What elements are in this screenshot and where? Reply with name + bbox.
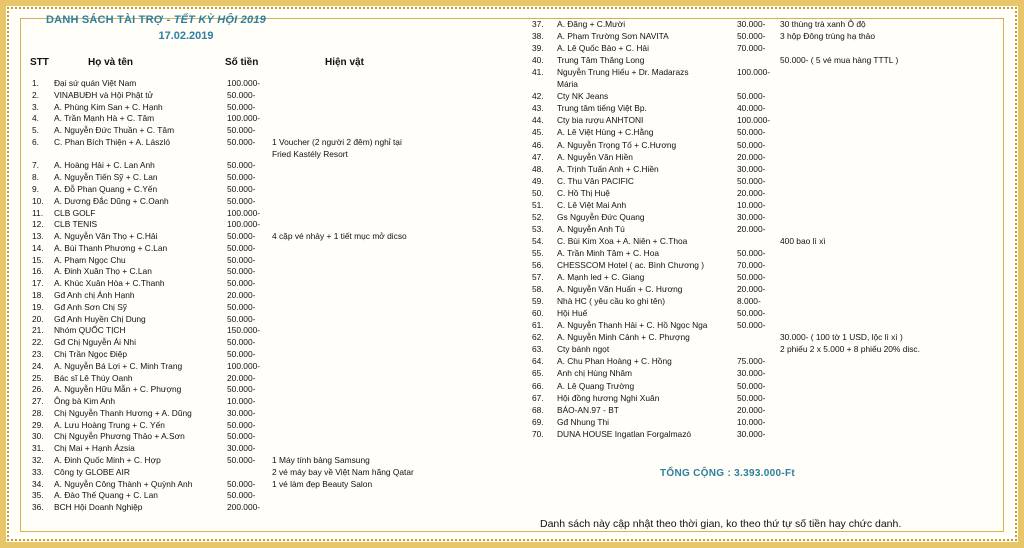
cell-stt: 66. (532, 380, 544, 391)
cell-stt: 9. (32, 184, 39, 195)
cell-amount: 50.000- (737, 392, 766, 403)
cell-stt: 6. (32, 136, 39, 147)
cell-name: A. Mạnh led + C. Giang (557, 272, 645, 283)
cell-name: Trung tâm tiếng Việt Bp. (557, 103, 647, 114)
cell-stt: 46. (532, 139, 544, 150)
cell-stt: 40. (532, 55, 544, 66)
cell-gift: 3 hộp Đông trùng hạ thảo (780, 31, 875, 42)
cell-name: A. Khúc Xuân Hòa + C.Thanh (54, 278, 165, 289)
cell-name: Đại sứ quán Việt Nam (54, 78, 137, 88)
cell-amount: 70.000- (737, 43, 766, 54)
cell-amount: 50.000- (227, 89, 256, 100)
cell-name: CHESSCOM Hotel ( ac. Bình Chương ) (557, 260, 705, 270)
cell-stt: 30. (32, 431, 44, 442)
cell-amount: 50.000- (227, 301, 256, 312)
cell-stt: 18. (32, 290, 44, 301)
cell-stt: 49. (532, 175, 544, 186)
cell-name: A. Nguyễn Anh Tú (557, 223, 625, 234)
cell-stt: 43. (532, 103, 544, 114)
cell-name: Gđ Anh Sơn Chị Sỹ (54, 301, 127, 312)
cell-stt: 44. (532, 115, 544, 126)
cell-gift: 1 vé làm đẹp Beauty Salon (272, 478, 373, 489)
cell-amount: 20.000- (737, 284, 766, 295)
cell-name: A. Phùng Kim San + C. Hạnh (54, 101, 163, 112)
title-main: DANH SÁCH TÀI TRỢ (46, 14, 164, 26)
cell-stt: 67. (532, 392, 544, 403)
cell-amount: 50.000- (737, 91, 766, 102)
cell-stt: 32. (32, 454, 44, 465)
cell-amount: 50.000- (227, 348, 256, 359)
cell-name: A. Nguyễn Minh Cảnh + C. Phượng (557, 332, 690, 343)
cell-name: A. Đỗ Phan Quang + C.Yến (54, 184, 158, 195)
cell-stt: 55. (532, 247, 544, 258)
cell-amount: 50.000- (737, 175, 766, 186)
cell-amount: 100.000- (227, 207, 261, 218)
cell-name: Chị Mai + Hạnh Ázsia (54, 443, 135, 454)
cell-amount: 50.000- (227, 195, 256, 206)
cell-stt: 70. (532, 428, 544, 439)
cell-amount: 50.000- (227, 160, 256, 171)
cell-name: Hội đồng hương Nghi Xuân (557, 392, 660, 403)
cell-amount: 50.000- (737, 308, 766, 319)
cell-stt: 60. (532, 308, 544, 319)
cell-amount: 30.000- (227, 443, 256, 454)
cell-amount: 50.000- (737, 247, 766, 258)
cell-amount: 50.000- (227, 172, 256, 183)
cell-stt: 17. (32, 278, 44, 289)
cell-stt: 4. (32, 113, 39, 124)
cell-amount: 30.000- (737, 368, 766, 379)
cell-gift: 2 vé máy bay về Việt Nam hãng Qatar (272, 466, 414, 477)
cell-name: A. Nguyễn Văn Huấn + C. Hương (557, 284, 683, 295)
document-title (36, 14, 276, 26)
cell-name: A. Trần Mạnh Hà + C. Tâm (54, 113, 155, 124)
cell-stt: 68. (532, 404, 544, 415)
cell-stt: 26. (32, 384, 44, 395)
cell-stt: 23. (32, 348, 44, 359)
cell-stt: 54. (532, 235, 544, 246)
total-amount: TỔNG CỘNG : 3.393.000-Ft (660, 468, 796, 479)
cell-stt: 29. (32, 419, 44, 430)
cell-name: A. Đào Thế Quang + C. Lan (54, 490, 158, 501)
cell-stt: 51. (532, 199, 544, 210)
cell-amount: 50.000- (227, 384, 256, 395)
cell-stt: 64. (532, 356, 544, 367)
cell-name: A. Dương Đắc Dũng + C.Oanh (54, 195, 169, 206)
cell-amount: 50.000- (737, 272, 766, 283)
cell-amount: 50.000- (227, 431, 256, 442)
cell-amount: 50.000- (227, 313, 256, 324)
cell-amount: 50.000- (227, 101, 256, 112)
cell-gift: 2 phiếu 2 x 5.000 + 8 phiếu 20% disc. (780, 344, 920, 355)
cell-name: C. Thu Vân PACIFIC (557, 175, 634, 186)
cell-name: Mária (557, 79, 578, 90)
cell-amount: 50.000- (227, 266, 256, 277)
cell-amount: 100.000- (737, 67, 771, 78)
cell-name: A. Lê Quang Trường (557, 380, 635, 391)
cell-stt: 56. (532, 260, 544, 270)
cell-gift: 30.000- ( 100 tờ 1 USD, lộc lì xì ) (780, 332, 903, 343)
inner-border (20, 18, 1004, 532)
cell-amount: 100.000- (737, 115, 771, 126)
cell-stt: 59. (532, 296, 544, 307)
cell-name: Chị Nguyễn Phương Thảo + A.Sơn (54, 431, 185, 442)
cell-name: BCH Hội Doanh Nghiệp (54, 502, 143, 513)
cell-amount: 50.000- (227, 231, 256, 242)
cell-name: Cty bánh ngọt (557, 344, 610, 355)
cell-amount: 20.000- (737, 187, 766, 198)
cell-name: A. Trịnh Tuấn Anh + C.Hiền (557, 163, 659, 174)
cell-stt: 38. (532, 31, 544, 42)
cell-stt: 24. (32, 360, 44, 371)
cell-stt: 22. (32, 337, 44, 348)
cell-name: A. Bùi Thanh Phương + C.Lan (54, 242, 168, 253)
column-header-gift: Hiện vật (325, 57, 364, 68)
cell-gift: 1 Voucher (2 người 2 đêm) nghỉ tại (272, 136, 402, 147)
cell-name: A. Đăng + C.Mười (557, 19, 626, 29)
cell-stt: 34. (32, 478, 44, 489)
cell-stt: 28. (32, 407, 44, 418)
cell-amount: 70.000- (737, 260, 766, 270)
cell-name: C. Lê Việt Mai Anh (557, 199, 627, 210)
cell-stt: 45. (532, 127, 544, 138)
cell-name: Bác sĩ Lê Thúy Oanh (54, 372, 133, 383)
cell-amount: 75.000- (737, 356, 766, 367)
cell-amount: 10.000- (737, 199, 766, 210)
footer-note: Danh sách này cập nhật theo thời gian, ko theo thứ tự số tiền hay chức danh. (540, 518, 902, 530)
cell-stt: 42. (532, 91, 544, 102)
cell-stt: 14. (32, 242, 44, 253)
cell-gift: 4 cặp vé nhảy + 1 tiết mục mở dicso (272, 231, 407, 242)
cell-stt: 47. (532, 151, 544, 162)
title-sub: TẾT KỲ HỘI 2019 (173, 14, 266, 26)
cell-name: Hội Huế (557, 308, 588, 319)
cell-stt: 69. (532, 416, 544, 427)
cell-gift: Fried Kastély Resort (272, 148, 348, 159)
cell-stt: 35. (32, 490, 44, 501)
cell-name: A. Đinh Xuân Thọ + C.Lan (54, 266, 152, 277)
cell-name: Gđ Anh chị Ánh Hạnh (54, 290, 135, 301)
cell-stt: 31. (32, 443, 44, 454)
cell-name: Cty NK Jeans (557, 91, 609, 102)
cell-stt: 57. (532, 272, 544, 283)
cell-name: CLB GOLF (54, 207, 96, 218)
cell-stt: 5. (32, 125, 39, 136)
cell-stt: 63. (532, 344, 544, 355)
cell-name: A. Nguyễn Văn Hiền (557, 151, 633, 162)
cell-amount: 50.000- (227, 337, 256, 348)
cell-stt: 21. (32, 325, 44, 336)
cell-name: Gđ Chị Nguyễn Ái Nhi (54, 337, 136, 348)
cell-name: A. Nguyễn Trọng Tố + C.Hương (557, 139, 677, 150)
cell-stt: 15. (32, 254, 44, 265)
column-header-amount: Số tiền (225, 57, 259, 68)
cell-name: Nguyễn Trung Hiếu + Dr. Madarazs (557, 67, 689, 78)
cell-amount: 50.000- (227, 490, 256, 501)
cell-name: Nhà HC ( yêu cầu ko ghi tên) (557, 296, 665, 307)
cell-stt: 19. (32, 301, 44, 312)
cell-name: Nhóm QUỐC TỊCH (54, 325, 126, 336)
cell-stt: 25. (32, 372, 44, 383)
cell-name: Công ty GLOBE AIR (54, 466, 130, 477)
column-header-stt: STT (30, 57, 49, 68)
cell-name: A. Nguyễn Văn Thọ + C.Hải (54, 231, 158, 242)
cell-stt: 3. (32, 101, 39, 112)
cell-amount: 30.000- (737, 19, 766, 29)
cell-stt: 8. (32, 172, 39, 183)
cell-stt: 2. (32, 89, 39, 100)
cell-name: Gđ Anh Huyền Chị Dung (54, 313, 146, 324)
cell-name: Chị Trần Ngọc Điệp (54, 348, 128, 359)
cell-name: VINABUĐH và Hội Phật tử (54, 89, 154, 100)
cell-stt: 37. (532, 19, 544, 29)
cell-amount: 50.000- (737, 380, 766, 391)
cell-name: A. Phạm Trường Sơn NAVITA (557, 31, 669, 42)
cell-name: A. Nguyễn Đức Thuần + C. Tâm (54, 125, 175, 136)
cell-amount: 20.000- (737, 404, 766, 415)
cell-stt: 27. (32, 396, 44, 407)
column-header-name: Họ và tên (88, 57, 134, 68)
cell-amount: 10.000- (227, 396, 256, 407)
cell-amount: 30.000- (737, 428, 766, 439)
cell-amount: 100.000- (227, 360, 261, 371)
cell-name: Trung Tâm Thăng Long (557, 55, 645, 66)
cell-amount: 10.000- (737, 416, 766, 427)
cell-name: A. Đinh Quốc Minh + C. Hợp (54, 454, 161, 465)
cell-stt: 48. (532, 163, 544, 174)
cell-stt: 52. (532, 211, 544, 222)
cell-stt: 1. (32, 78, 39, 88)
cell-stt: 41. (532, 67, 544, 78)
cell-amount: 20.000- (737, 151, 766, 162)
cell-stt: 12. (32, 219, 44, 230)
cell-amount: 8.000- (737, 296, 761, 307)
cell-name: A. Chu Phan Hoàng + C. Hồng (557, 356, 672, 367)
cell-name: A. Nguyễn Bá Lợi + C. Minh Trang (54, 360, 183, 371)
cell-gift: 30 thùng trà xanh Ô độ (780, 19, 866, 29)
cell-amount: 150.000- (227, 325, 261, 336)
cell-stt: 58. (532, 284, 544, 295)
cell-name: Anh chị Hùng Nhâm (557, 368, 632, 379)
cell-name: A. Hoàng Hải + C. Lan Anh (54, 160, 155, 171)
cell-amount: 20.000- (227, 290, 256, 301)
cell-amount: 100.000- (227, 78, 261, 88)
cell-name: BÁO-AN.97 - BT (557, 404, 619, 415)
cell-stt: 61. (532, 320, 544, 331)
cell-stt: 50. (532, 187, 544, 198)
cell-stt: 20. (32, 313, 44, 324)
cell-stt: 36. (32, 502, 44, 513)
cell-amount: 50.000- (227, 136, 256, 147)
cell-name: A. Nguyễn Tiến Sỹ + C. Lan (54, 172, 158, 183)
cell-stt: 10. (32, 195, 44, 206)
cell-amount: 50.000- (227, 454, 256, 465)
title-separator: - (163, 14, 174, 26)
cell-stt: 16. (32, 266, 44, 277)
cell-name: DUNA HOUSE Ingatlan Forgalmazó (557, 428, 692, 439)
cell-amount: 50.000- (227, 254, 256, 265)
cell-amount: 50.000- (737, 320, 766, 331)
cell-amount: 50.000- (737, 127, 766, 138)
cell-amount: 20.000- (227, 372, 256, 383)
cell-stt: 53. (532, 223, 544, 234)
cell-name: A. Lưu Hoàng Trung + C. Yến (54, 419, 165, 430)
cell-amount: 50.000- (737, 139, 766, 150)
cell-stt: 65. (532, 368, 544, 379)
cell-name: A. Trần Minh Tâm + C. Hoa (557, 247, 660, 258)
cell-name: C. Bùi Kim Xoa + A. Niên + C.Thoa (557, 235, 688, 246)
cell-amount: 200.000- (227, 502, 261, 513)
cell-stt: 39. (532, 43, 544, 54)
cell-name: Chị Nguyễn Thanh Hương + A. Dũng (54, 407, 192, 418)
cell-name: Ông bà Kim Anh (54, 396, 115, 407)
cell-amount: 20.000- (737, 223, 766, 234)
cell-amount: 30.000- (227, 407, 256, 418)
cell-gift: 400 bao lì xì (780, 235, 826, 246)
cell-name: A. Phạm Ngọc Chu (54, 254, 126, 265)
cell-stt: 62. (532, 332, 544, 343)
cell-gift: 1 Máy tính bảng Samsung (272, 454, 370, 465)
cell-amount: 50.000- (227, 478, 256, 489)
cell-amount: 100.000- (227, 219, 261, 230)
cell-amount: 50.000- (737, 31, 766, 42)
cell-amount: 50.000- (227, 419, 256, 430)
cell-stt: 7. (32, 160, 39, 171)
cell-name: Cty bia rượu ANHTONI (557, 115, 644, 126)
cell-gift: 50.000- ( 5 vé mua hàng TTTL ) (780, 55, 899, 66)
cell-amount: 40.000- (737, 103, 766, 114)
cell-amount: 30.000- (737, 211, 766, 222)
cell-name: A. Nguyễn Công Thành + Quỳnh Anh (54, 478, 193, 489)
cell-name: CLB TENIS (54, 219, 98, 230)
cell-stt: 33. (32, 466, 44, 477)
cell-name: A. Nguyễn Thanh Hải + C. Hồ Ngọc Nga (557, 320, 708, 331)
cell-stt: 13. (32, 231, 44, 242)
cell-amount: 100.000- (227, 113, 261, 124)
document-date: 17.02.2019 (158, 30, 214, 42)
cell-amount: 50.000- (227, 125, 256, 136)
cell-amount: 50.000- (227, 184, 256, 195)
cell-amount: 50.000- (227, 278, 256, 289)
cell-amount: 50.000- (227, 242, 256, 253)
cell-name: Gđ Nhung Thi (557, 416, 609, 427)
cell-name: A. Lê Việt Hùng + C.Hằng (557, 127, 654, 138)
cell-name: A. Lê Quốc Bảo + C. Hải (557, 43, 649, 54)
cell-amount: 30.000- (737, 163, 766, 174)
cell-name: A. Nguyễn Hữu Mẫn + C. Phượng (54, 384, 182, 395)
cell-name: C. Hồ Thị Huệ (557, 187, 610, 198)
cell-stt: 11. (32, 207, 44, 218)
cell-name: Gs Nguyễn Đức Quang (557, 211, 645, 222)
cell-name: C. Phan Bích Thiện + A. László (54, 136, 171, 147)
